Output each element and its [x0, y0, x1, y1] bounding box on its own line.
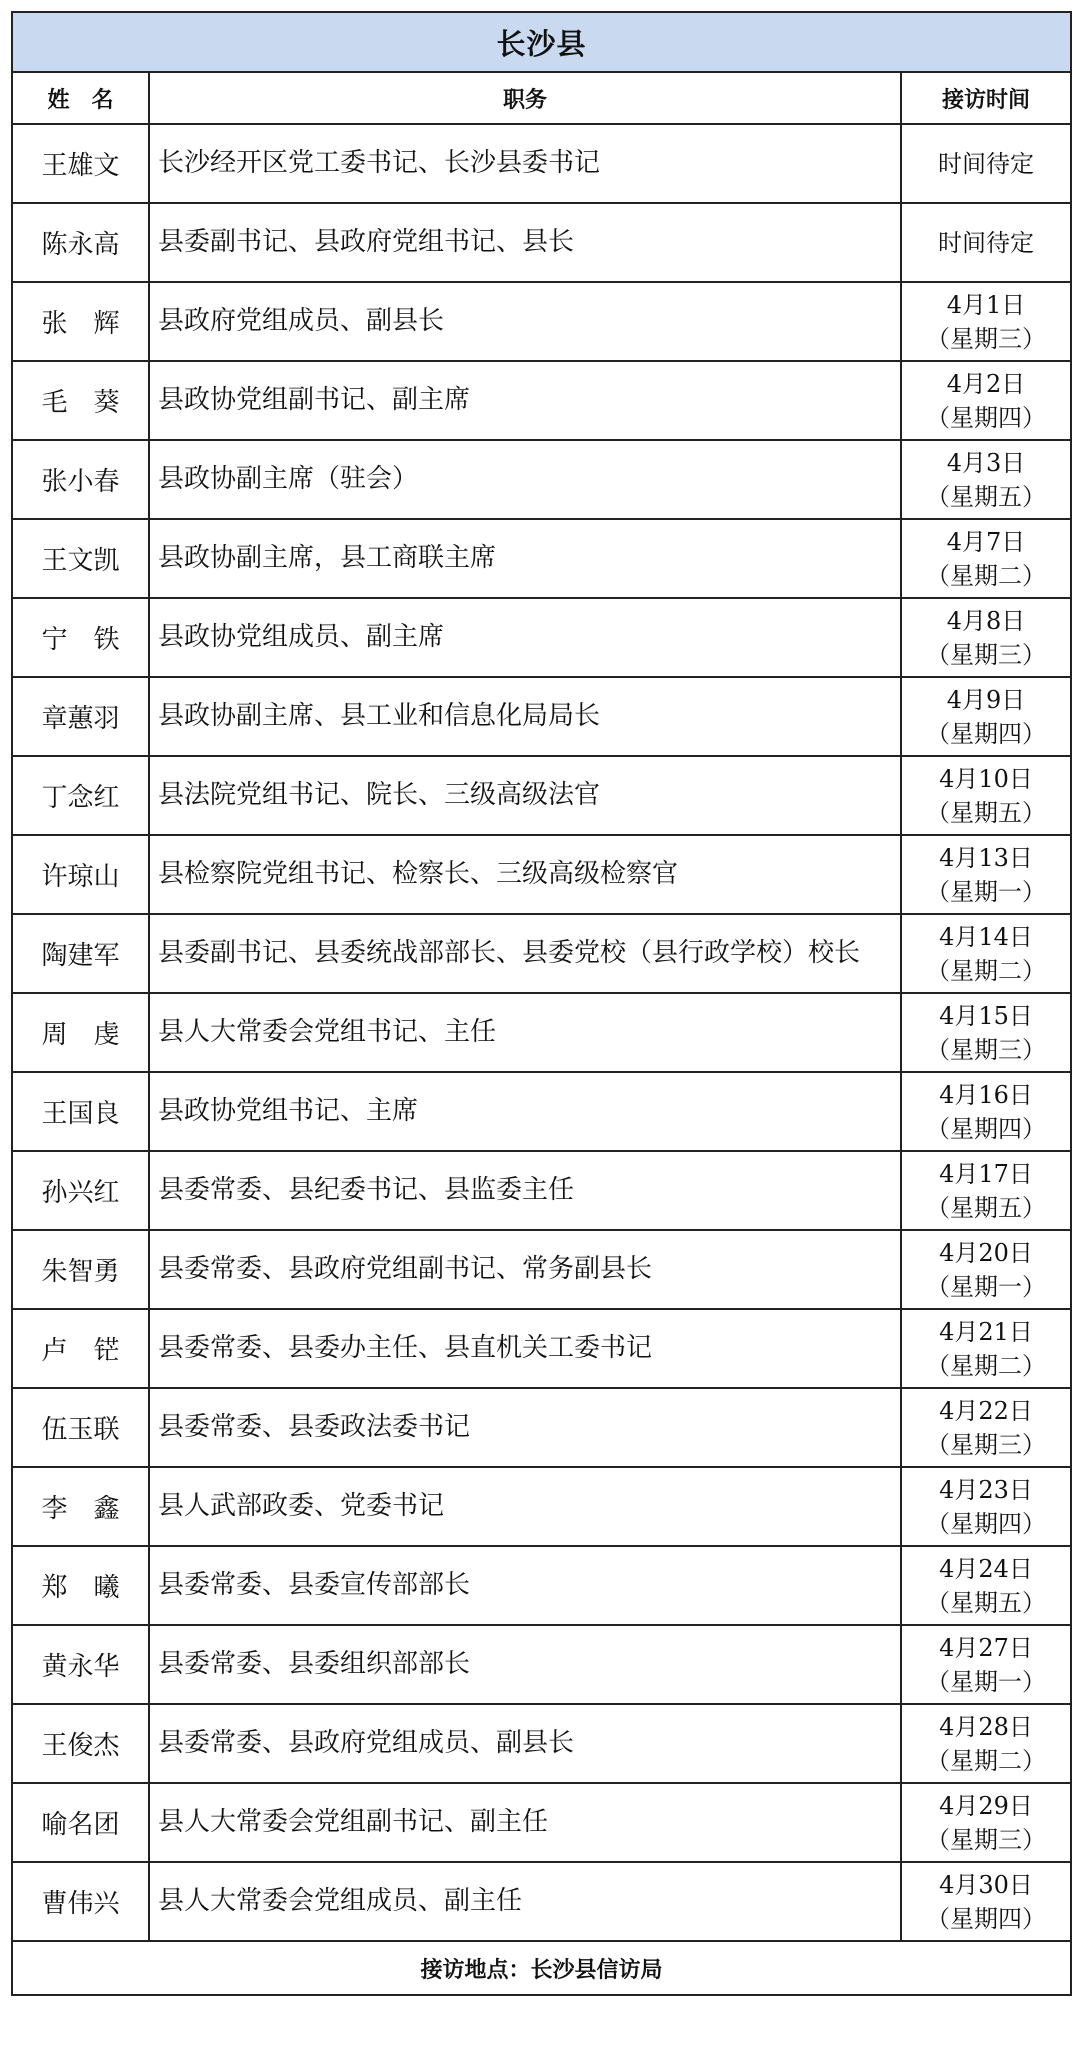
reception-time	[901, 361, 1071, 440]
reception-time	[901, 1151, 1071, 1230]
official-duty: 县委常委、县委办主任、县直机关工委书记	[149, 1309, 901, 1388]
official-duty: 县人大常委会党组副书记、副主任	[149, 1783, 901, 1862]
reception-date: 4月10日	[939, 764, 1033, 793]
reception-date: 时间待定	[938, 228, 1034, 257]
reception-time	[901, 1309, 1071, 1388]
official-name: 伍玉联	[12, 1388, 149, 1467]
official-duty: 县政协党组成员、副主席	[149, 598, 901, 677]
reception-time	[901, 1388, 1071, 1467]
reception-time	[901, 440, 1071, 519]
reception-date: 4月30日	[939, 1870, 1033, 1899]
reception-date: 4月24日	[939, 1554, 1033, 1583]
reception-weekday: （星期三）	[926, 1430, 1046, 1459]
official-duty: 县委副书记、县委统战部部长、县委党校（县行政学校）校长	[149, 914, 901, 993]
official-name: 李 鑫	[12, 1467, 149, 1546]
official-name: 许琼山	[12, 835, 149, 914]
table-row	[12, 1230, 1071, 1309]
official-duty: 县委常委、县委组织部部长	[149, 1625, 901, 1704]
reception-date: 4月17日	[939, 1159, 1033, 1188]
table-row	[12, 1309, 1071, 1388]
reception-date: 4月29日	[939, 1791, 1033, 1820]
official-name: 郑 曦	[12, 1546, 149, 1625]
reception-date: 4月21日	[939, 1317, 1033, 1346]
reception-date: 4月22日	[939, 1396, 1033, 1425]
official-duty: 县人大常委会党组成员、副主任	[149, 1862, 901, 1941]
official-name: 曹伟兴	[12, 1862, 149, 1941]
official-duty: 县政协党组书记、主席	[149, 1072, 901, 1151]
official-name: 王国良	[12, 1072, 149, 1151]
table-row	[12, 1151, 1071, 1230]
reception-weekday: （星期四）	[926, 1114, 1046, 1143]
header-row	[12, 72, 1071, 124]
reception-weekday: （星期五）	[926, 1588, 1046, 1617]
header-duty: 职务	[149, 72, 901, 124]
reception-time	[901, 1467, 1071, 1546]
official-name: 喻名团	[12, 1783, 149, 1862]
reception-time	[901, 598, 1071, 677]
official-duty: 县法院党组书记、院长、三级高级法官	[149, 756, 901, 835]
official-name: 周 虔	[12, 993, 149, 1072]
official-name: 陶建军	[12, 914, 149, 993]
table-row	[12, 677, 1071, 756]
reception-date: 4月16日	[939, 1080, 1033, 1109]
reception-weekday: （星期一）	[926, 1667, 1046, 1696]
official-duty: 县委常委、县委宣传部部长	[149, 1546, 901, 1625]
reception-weekday: （星期三）	[926, 1035, 1046, 1064]
reception-time	[901, 1072, 1071, 1151]
official-name: 卢 铓	[12, 1309, 149, 1388]
table-row	[12, 1783, 1071, 1862]
reception-time	[901, 993, 1071, 1072]
reception-weekday: （星期三）	[926, 324, 1046, 353]
table-row	[12, 124, 1071, 203]
reception-date: 4月8日	[946, 606, 1026, 635]
official-name: 朱智勇	[12, 1230, 149, 1309]
table-row	[12, 756, 1071, 835]
official-duty: 县政协党组副书记、副主席	[149, 361, 901, 440]
reception-weekday: （星期三）	[926, 1825, 1046, 1854]
official-duty: 县人大常委会党组书记、主任	[149, 993, 901, 1072]
table-row	[12, 203, 1071, 282]
reception-date: 4月15日	[939, 1001, 1033, 1030]
table-row	[12, 440, 1071, 519]
reception-date: 4月13日	[939, 843, 1033, 872]
reception-weekday: （星期二）	[926, 561, 1046, 590]
reception-location: 接访地点：长沙县信访局	[12, 1941, 1071, 1995]
official-name: 张 辉	[12, 282, 149, 361]
official-duty: 县委常委、县政府党组成员、副县长	[149, 1704, 901, 1783]
official-name: 黄永华	[12, 1625, 149, 1704]
table-title: 长沙县	[12, 12, 1071, 72]
official-duty: 县人武部政委、党委书记	[149, 1467, 901, 1546]
reception-time	[901, 1546, 1071, 1625]
table-row	[12, 1467, 1071, 1546]
reception-weekday: （星期三）	[926, 640, 1046, 669]
reception-date: 4月20日	[939, 1238, 1033, 1267]
official-duty: 县委常委、县纪委书记、县监委主任	[149, 1151, 901, 1230]
reception-time	[901, 1704, 1071, 1783]
table-row	[12, 993, 1071, 1072]
reception-date: 4月23日	[939, 1475, 1033, 1504]
reception-date: 4月27日	[939, 1633, 1033, 1662]
table-row	[12, 1388, 1071, 1467]
title-row	[12, 12, 1071, 72]
reception-time	[901, 1783, 1071, 1862]
reception-time	[901, 677, 1071, 756]
table-row	[12, 1546, 1071, 1625]
official-name: 毛 葵	[12, 361, 149, 440]
official-name: 王俊杰	[12, 1704, 149, 1783]
footer-row	[12, 1941, 1071, 1995]
reception-time	[901, 835, 1071, 914]
official-duty: 长沙经开区党工委书记、长沙县委书记	[149, 124, 901, 203]
official-duty: 县委常委、县政府党组副书记、常务副县长	[149, 1230, 901, 1309]
table-row	[12, 1862, 1071, 1941]
reception-date: 4月14日	[939, 922, 1033, 951]
official-name: 章蕙羽	[12, 677, 149, 756]
reception-date: 4月1日	[946, 290, 1026, 319]
official-duty: 县委常委、县委政法委书记	[149, 1388, 901, 1467]
reception-time	[901, 914, 1071, 993]
reception-date: 4月7日	[946, 527, 1026, 556]
reception-weekday: （星期五）	[926, 482, 1046, 511]
reception-weekday: （星期一）	[926, 877, 1046, 906]
official-duty: 县政协副主席（驻会）	[149, 440, 901, 519]
official-duty: 县政府党组成员、副县长	[149, 282, 901, 361]
reception-weekday: （星期五）	[926, 1193, 1046, 1222]
official-name: 宁 铁	[12, 598, 149, 677]
reception-time	[901, 1230, 1071, 1309]
reception-time	[901, 124, 1071, 203]
reception-weekday: （星期五）	[926, 798, 1046, 827]
official-name: 王文凯	[12, 519, 149, 598]
table-row	[12, 361, 1071, 440]
header-name: 姓 名	[12, 72, 149, 124]
official-duty: 县政协副主席、县工业和信息化局局长	[149, 677, 901, 756]
reception-weekday: （星期二）	[926, 956, 1046, 985]
official-duty: 县委副书记、县政府党组书记、县长	[149, 203, 901, 282]
reception-weekday: （星期四）	[926, 403, 1046, 432]
reception-date: 4月3日	[946, 448, 1026, 477]
reception-date: 4月2日	[946, 369, 1026, 398]
reception-weekday: （星期二）	[926, 1351, 1046, 1380]
official-name: 陈永高	[12, 203, 149, 282]
table-row	[12, 1704, 1071, 1783]
official-name: 孙兴红	[12, 1151, 149, 1230]
reception-weekday: （星期二）	[926, 1746, 1046, 1775]
reception-time	[901, 282, 1071, 361]
reception-time	[901, 1625, 1071, 1704]
reception-date: 时间待定	[938, 149, 1034, 178]
official-name: 张小春	[12, 440, 149, 519]
reception-schedule-table	[11, 11, 1072, 1996]
table-row	[12, 598, 1071, 677]
table-row	[12, 282, 1071, 361]
reception-weekday: （星期四）	[926, 719, 1046, 748]
reception-time	[901, 1862, 1071, 1941]
table-row	[12, 914, 1071, 993]
reception-time	[901, 756, 1071, 835]
official-name: 丁念红	[12, 756, 149, 835]
official-duty: 县检察院党组书记、检察长、三级高级检察官	[149, 835, 901, 914]
table-row	[12, 1072, 1071, 1151]
table-row	[12, 519, 1071, 598]
reception-weekday: （星期四）	[926, 1509, 1046, 1538]
reception-weekday: （星期一）	[926, 1272, 1046, 1301]
official-duty: 县政协副主席，县工商联主席	[149, 519, 901, 598]
table-row	[12, 835, 1071, 914]
header-time: 接访时间	[901, 72, 1071, 124]
reception-date: 4月9日	[946, 685, 1026, 714]
table-row	[12, 1625, 1071, 1704]
reception-time	[901, 203, 1071, 282]
official-name: 王雄文	[12, 124, 149, 203]
reception-weekday: （星期四）	[926, 1904, 1046, 1933]
reception-date: 4月28日	[939, 1712, 1033, 1741]
reception-time	[901, 519, 1071, 598]
